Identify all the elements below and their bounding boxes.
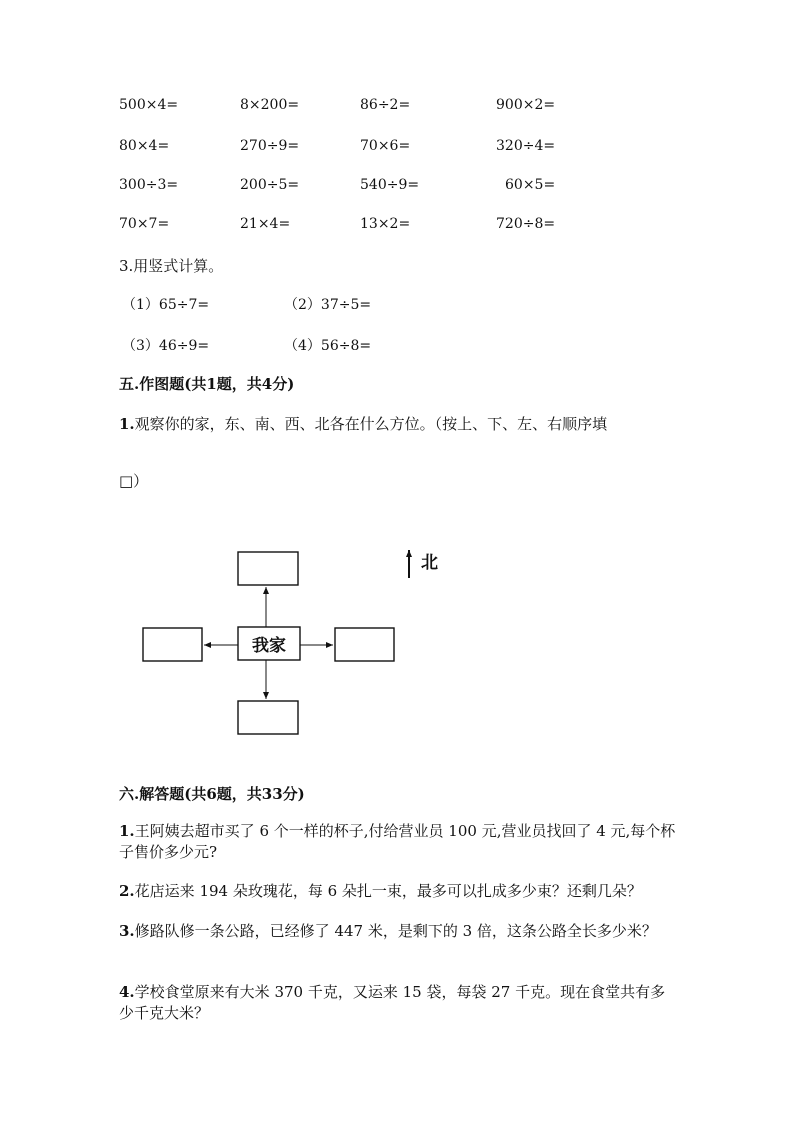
question-text: 花店运来 194 朵玫瑰花，每 6 朵扎一束，最多可以扎成多少束？还剩几朵？ <box>134 882 642 900</box>
south-answer-box[interactable] <box>238 701 298 734</box>
calc-item: 320÷4= <box>496 138 556 154</box>
question-number: 2. <box>119 882 135 900</box>
question-number: 3. <box>119 922 135 940</box>
calc-item: 60×5= <box>505 177 556 193</box>
calc-item: 720÷8= <box>496 216 556 232</box>
calc-item: 500×4= <box>119 97 179 113</box>
vertical-calc-item: （1）65÷7= <box>122 297 210 313</box>
direction-diagram <box>130 540 450 750</box>
question-number: 1. <box>119 415 135 433</box>
calc-item: 70×7= <box>119 216 170 232</box>
calc-item: 80×4= <box>119 138 170 154</box>
north-label: 北 <box>421 553 438 573</box>
east-answer-box[interactable] <box>335 628 394 661</box>
question-text-continued: □） <box>119 472 149 490</box>
question-text: 修路队修一条公路，已经修了 447 米，是剩下的 3 倍，这条公路全长多少米？ <box>134 922 657 940</box>
calc-item: 21×4= <box>240 216 291 232</box>
section-title: 五.作图题(共1题，共4分) <box>119 375 295 393</box>
question-number: 4. <box>119 983 135 1001</box>
question <box>119 982 679 1024</box>
north-answer-box[interactable] <box>238 552 298 585</box>
section-title: 六.解答题(共6题，共33分) <box>119 785 305 803</box>
question-number: 1. <box>119 822 135 840</box>
vertical-calc-item: （2）37÷5= <box>284 297 372 313</box>
calc-item: 13×2= <box>360 216 411 232</box>
calc-item: 86÷2= <box>360 97 411 113</box>
question <box>119 921 679 942</box>
question-text: 学校食堂原来有大米 370 千克，又运来 15 袋，每袋 27 千克。现在食堂共有多少千克大米？ <box>119 983 666 1022</box>
calc-item: 900×2= <box>496 97 556 113</box>
question <box>119 881 679 902</box>
question <box>119 413 607 434</box>
vertical-calc-item: （4）56÷8= <box>284 338 372 354</box>
vertical-calc-item: （3）46÷9= <box>122 338 210 354</box>
question <box>119 821 679 863</box>
calc-item: 270÷9= <box>240 138 300 154</box>
calc-item: 70×6= <box>360 138 411 154</box>
vertical-calc-title: 3.用竖式计算。 <box>119 257 224 275</box>
question-text: 观察你的家，东、南、西、北各在什么方位。（按上、下、左、右顺序填 <box>134 415 608 433</box>
question-text: 王阿姨去超市买了 6 个一样的杯子,付给营业员 100 元,营业员找回了 4 元,每个杯子售价多少元? <box>119 822 676 861</box>
west-answer-box[interactable] <box>143 628 202 661</box>
calc-item: 300÷3= <box>119 177 179 193</box>
center-label: 我家 <box>252 636 286 656</box>
calc-item: 540÷9= <box>360 177 420 193</box>
calc-item: 8×200= <box>240 97 300 113</box>
calc-item: 200÷5= <box>240 177 300 193</box>
